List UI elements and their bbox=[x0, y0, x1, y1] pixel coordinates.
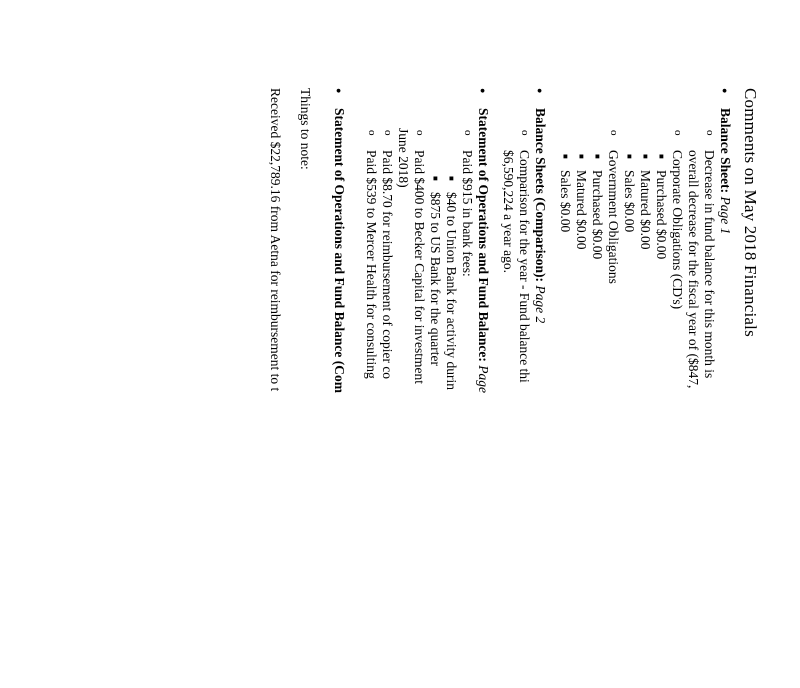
list-item: ■ Matured $0.00 bbox=[637, 108, 653, 688]
copier-item bbox=[379, 108, 395, 688]
main-list bbox=[331, 88, 733, 688]
comparison-section bbox=[500, 88, 548, 688]
fund-balance-line2: overall decrease for the fiscal year of ($847, bbox=[686, 150, 701, 389]
page-title: Comments on May 2018 Financials bbox=[741, 88, 760, 337]
government-obligations bbox=[605, 108, 621, 688]
operations-section bbox=[363, 88, 491, 688]
government-label: Government Obligations bbox=[606, 150, 621, 284]
fund-balance-line1: Decrease in fund balance for this month is bbox=[702, 150, 717, 379]
notes-line1: Received $22,789.16 from Aetna for reimbursement to t bbox=[268, 88, 283, 392]
list-item: ■ $40 to Union Bank for activity durin bbox=[443, 108, 459, 688]
mercer-label: Paid $539 to Mercer Health for consulting bbox=[364, 150, 379, 379]
notes-heading: Things to note: bbox=[298, 88, 313, 170]
balance-sheet-section bbox=[557, 88, 733, 688]
balance-sheet-page: Page 1 bbox=[718, 196, 733, 235]
operations-comparison-section bbox=[331, 88, 347, 688]
bank-fees-item bbox=[459, 108, 475, 688]
comparison-line2: $6,590,224 a year ago. bbox=[501, 150, 516, 273]
list-item: ■ Matured $0.00 bbox=[573, 108, 589, 688]
comparison-item bbox=[516, 108, 532, 688]
fund-balance-item bbox=[685, 108, 717, 688]
becker-item bbox=[411, 108, 427, 688]
becker-line2: June 2018) bbox=[396, 128, 411, 188]
operations-comparison-heading: Statement of Operations and Fund Balance (Com bbox=[332, 108, 347, 394]
list-item: ■ $875 to US Bank for the quarter bbox=[427, 108, 443, 688]
operations-heading: Statement of Operations and Fund Balance: bbox=[476, 108, 491, 362]
list-item: ■ Sales $0.00 bbox=[557, 108, 573, 688]
comparison-page: Page 2 bbox=[533, 285, 548, 324]
list-item: ■ Purchased $0.00 bbox=[653, 108, 669, 688]
corporate-obligations bbox=[669, 108, 685, 688]
copier-label: Paid $8.70 for reimbursement of copier co bbox=[380, 150, 395, 380]
notes-section bbox=[267, 88, 313, 688]
comparison-line1: Comparison for the year - Fund balance thi bbox=[517, 150, 532, 383]
list-item: ■ Purchased $0.00 bbox=[589, 108, 605, 688]
corporate-label: Corporate Obligations (CD's) bbox=[670, 150, 685, 310]
operations-page: Page bbox=[476, 365, 491, 394]
becker-line1: Paid $400 to Becker Capital for investment bbox=[412, 150, 427, 384]
mercer-item bbox=[363, 108, 379, 688]
document bbox=[253, 88, 760, 688]
comparison-heading: Balance Sheets (Comparison): bbox=[533, 108, 548, 282]
balance-sheet-heading: Balance Sheet: bbox=[718, 108, 733, 194]
list-item: ■ Sales $0.00 bbox=[621, 108, 637, 688]
bank-fees-label: Paid $915 in bank fees: bbox=[460, 150, 475, 277]
